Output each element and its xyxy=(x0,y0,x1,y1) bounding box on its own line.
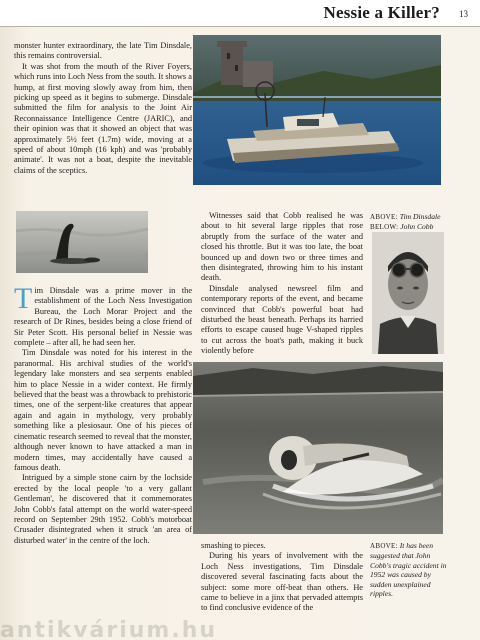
caption-speedboat: ABOVE: It has been suggested that John Cobb's tragic accident in 1952 was caused by sudden unexplained ripples. xyxy=(370,541,447,599)
loch-ness-monster-photo xyxy=(16,211,148,273)
castle-boat-photo xyxy=(193,35,441,185)
paragraph: Intrigued by a simple stone cairn by the lochside erected by the local people 'to a very gallant Gentleman', he discovered that it commemorates John Cobb's fatal attempt on the world water-speed record on September 29th 1952. Cobb's motorboat Crusader disintegrated when it struck 'an area of disturbed water' in the centre of the loch. xyxy=(14,473,192,545)
caption-portraits: ABOVE: Tim Dinsdale BELOW: John Cobb xyxy=(370,212,441,232)
paragraph: Tim Dinsdale was a prime mover in the establishment of the Loch Ness Investigation Bureau, the Loch Morar Project and the research of Dr Rines, besides being a close friend of Sir Peter Scott. His personal belief in Nessie was complete – after all, he had seen her. xyxy=(14,282,192,348)
column-2-top xyxy=(201,211,363,357)
column-2-bottom xyxy=(201,541,363,614)
paragraph: It was shot from the mouth of the River Foyers, which runs into Loch Ness from the south. It shows a hump, at first moving slowly away from him, then picking up speed as it begins to submerge. Dinsdale submitted the film for analysis to the Joint Air Reconnaissance Intelligence Centre (JARIC), and their opinion was that it showed an object that was approximately 5½ feet (1.7m) wide, moving at a speed of about 10mph (16 kph) and was 'probably animate'. It was not a boat, despite the inevitable claims of the sceptics. xyxy=(14,61,192,175)
paragraph: monster hunter extraordinary, the late Tim Dinsdale, this remains controversial. xyxy=(14,41,192,61)
watermark: antikvárium.hu xyxy=(0,618,218,640)
paragraph: Dinsdale analysed newsreel film and contemporary reports of the event, and became convinced that Cobb's powerful boat had disturbed the beast beneath. Perhaps its harried efforts to escape caused huge V-shaped ripples to cut across the boat's path, making it buck violently before xyxy=(201,283,363,356)
paragraph: smashing to pieces. xyxy=(201,541,266,550)
page-header xyxy=(0,0,480,27)
page-title: Nessie a Killer? xyxy=(323,3,440,22)
paragraph: During his years of involvement with the Loch Ness investigations, Tim Dinsdale discovered several fascinating facts about the subject: some more off-beat than others. He came to believe in a jinx that pervaded attempts to find conclusive evidence of the xyxy=(201,551,363,613)
caption-label: ABOVE: xyxy=(370,213,398,221)
john-cobb-portrait xyxy=(372,232,444,354)
caption-label: BELOW: xyxy=(370,223,399,232)
column-1-bottom xyxy=(14,282,192,546)
caption-label: ABOVE: xyxy=(370,542,398,550)
page-number: 13 xyxy=(459,9,468,19)
nessie-photo-image xyxy=(16,211,148,273)
portrait-image xyxy=(372,232,444,354)
paragraph: Witnesses said that Cobb realised he was about to hit several large ripples that rose abruptly from the surface of the water and closed his throttle. But it was too late, the boat bounced up and down two or three times and then disintegrated, throwing him to his instant death. xyxy=(201,211,363,283)
drop-cap: T xyxy=(14,282,33,315)
paragraph: Tim Dinsdale was noted for his interest in the paranormal. His archival studies of the world's legendary lake monsters and sea serpents enabled him to place Nessie in a wider context. He firmly believed that the beast was a throwback to prehistoric times, one of the serpent-like creatures that appear again and again in mythology, very probably something like a plesiosaur. One of his pieces of cinematic research seemed to reveal that the monster, although never known to have attacked a man in modern times, may accidentally have caused a famous death. xyxy=(14,348,192,472)
column-1-top xyxy=(14,41,192,176)
castle-boat-image xyxy=(193,35,441,185)
crusader-speedboat-photo xyxy=(193,362,443,534)
speedboat-image xyxy=(193,362,443,534)
